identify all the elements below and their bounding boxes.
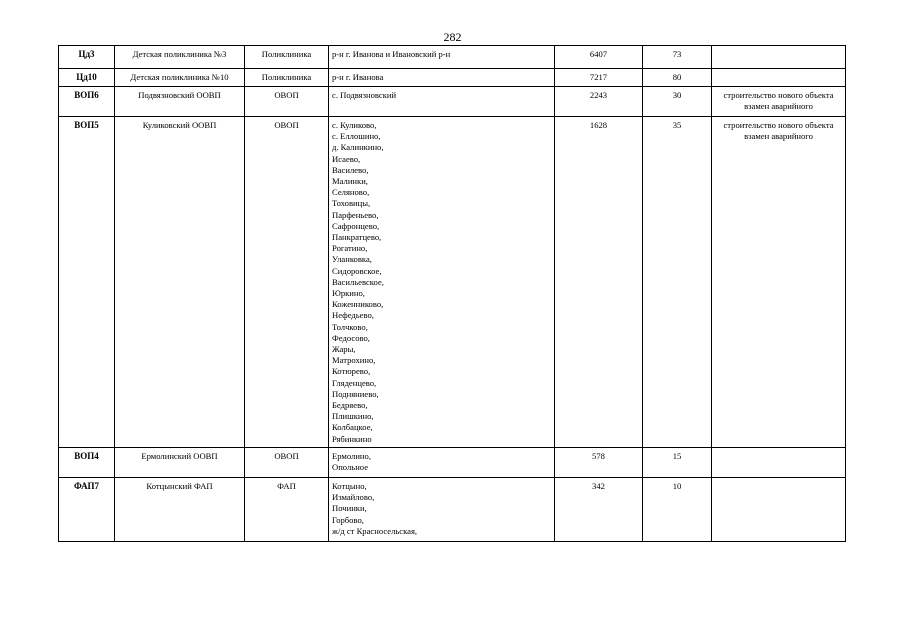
population-cell: 7217 xyxy=(555,69,643,87)
page-number: 282 xyxy=(443,30,462,44)
note-cell: строительство нового объекта взамен аварийного xyxy=(712,87,846,117)
settlement-name: р-н г. Иванова xyxy=(332,72,384,82)
settlement-name: Селяново, xyxy=(332,187,370,198)
service-area-cell xyxy=(329,46,555,69)
facility-type-cell: ОВОП xyxy=(245,448,329,478)
capacity-cell: 30 xyxy=(643,87,712,117)
settlement-name: Опольное xyxy=(332,462,369,473)
facilities-table xyxy=(58,45,846,542)
service-area-cell xyxy=(329,117,555,448)
settlement-name: р-н г. Иванова и Ивановский р-н xyxy=(332,49,451,59)
population-cell: 1628 xyxy=(555,117,643,448)
facility-name-cell: Ермолинский ООВП xyxy=(115,448,245,478)
settlement-name: Малинки, xyxy=(332,176,368,187)
settlement-name: с. Куликово, xyxy=(332,120,377,130)
settlement-name: Колбацкое, xyxy=(332,422,373,433)
settlement-name: Юркино, xyxy=(332,288,365,299)
population-cell: 342 xyxy=(555,478,643,542)
settlement-name: Парфеньево, xyxy=(332,209,379,220)
settlement-name: Жары, xyxy=(332,344,356,355)
facility-code-cell: ФАП7 xyxy=(59,478,115,542)
note-cell: строительство нового объекта взамен аварийного xyxy=(712,117,846,448)
settlement-name: ж/д ст Красносельская, xyxy=(332,525,418,536)
population-cell: 2243 xyxy=(555,87,643,117)
table-row xyxy=(59,87,846,117)
facility-code-cell: ВОП4 xyxy=(59,448,115,478)
settlement-name: Сафронцево, xyxy=(332,220,380,231)
settlement-name: Гляденцево, xyxy=(332,377,377,388)
settlement-name: Коженниково, xyxy=(332,299,384,310)
settlement-name: Починки, xyxy=(332,503,367,514)
population-cell: 6407 xyxy=(555,46,643,69)
table-row xyxy=(59,69,846,87)
facility-code-cell: ВОП5 xyxy=(59,117,115,448)
facility-name-cell: Детская поликлиника №3 xyxy=(115,46,245,69)
settlement-name: Сидоровское, xyxy=(332,265,382,276)
settlement-name: Рябинкино xyxy=(332,433,372,444)
capacity-cell: 80 xyxy=(643,69,712,87)
population-cell: 578 xyxy=(555,448,643,478)
settlement-name: Нефедьево, xyxy=(332,310,374,321)
settlement-name: Ермолино, xyxy=(332,451,371,461)
table-row xyxy=(59,117,846,448)
capacity-cell: 73 xyxy=(643,46,712,69)
service-area-cell xyxy=(329,478,555,542)
capacity-cell: 10 xyxy=(643,478,712,542)
facility-type-cell: ОВОП xyxy=(245,87,329,117)
settlement-name: Исаево, xyxy=(332,153,361,164)
facility-type-cell: ФАП xyxy=(245,478,329,542)
note-cell xyxy=(712,46,846,69)
settlement-name: Бедряево, xyxy=(332,400,368,411)
settlement-name: Подняниево, xyxy=(332,388,379,399)
facility-type-cell: Поликлиника xyxy=(245,69,329,87)
service-area-cell xyxy=(329,69,555,87)
note-cell xyxy=(712,448,846,478)
settlement-name: Панкратцево, xyxy=(332,232,382,243)
note-cell xyxy=(712,478,846,542)
facility-name-cell: Куликовский ООВП xyxy=(115,117,245,448)
settlement-name: Котцыно, xyxy=(332,481,367,491)
settlement-name: с. Еллошино, xyxy=(332,131,381,142)
settlement-name: Толчково, xyxy=(332,321,368,332)
settlement-name: Матрохино, xyxy=(332,355,376,366)
settlement-name: Тоховицы, xyxy=(332,198,371,209)
facility-type-cell: Поликлиника xyxy=(245,46,329,69)
facility-code-cell: ВОП6 xyxy=(59,87,115,117)
settlement-name: Уланковка, xyxy=(332,254,372,265)
table-row xyxy=(59,46,846,69)
settlement-name: Василево, xyxy=(332,164,369,175)
settlement-name: Рогатино, xyxy=(332,243,368,254)
table-row xyxy=(59,478,846,542)
table-body xyxy=(59,46,846,542)
settlement-name: Горбово, xyxy=(332,514,364,525)
facility-name-cell: Котцынский ФАП xyxy=(115,478,245,542)
settlement-name: Котюрево, xyxy=(332,366,371,377)
settlement-name: Измайлово, xyxy=(332,492,375,503)
capacity-cell: 15 xyxy=(643,448,712,478)
settlement-name: Васильевское, xyxy=(332,276,384,287)
service-area-cell xyxy=(329,448,555,478)
service-area-cell xyxy=(329,87,555,117)
facility-type-cell: ОВОП xyxy=(245,117,329,448)
table-row xyxy=(59,448,846,478)
settlement-name: д. Калинкино, xyxy=(332,142,384,153)
facility-code-cell: Цд10 xyxy=(59,69,115,87)
settlement-name: с. Подвязновский xyxy=(332,90,397,100)
settlement-name: Плишкино, xyxy=(332,411,374,422)
facility-code-cell: Цд3 xyxy=(59,46,115,69)
facility-name-cell: Подвязновский ООВП xyxy=(115,87,245,117)
note-cell xyxy=(712,69,846,87)
facility-name-cell: Детская поликлиника №10 xyxy=(115,69,245,87)
settlement-name: Федосово, xyxy=(332,332,370,343)
capacity-cell: 35 xyxy=(643,117,712,448)
